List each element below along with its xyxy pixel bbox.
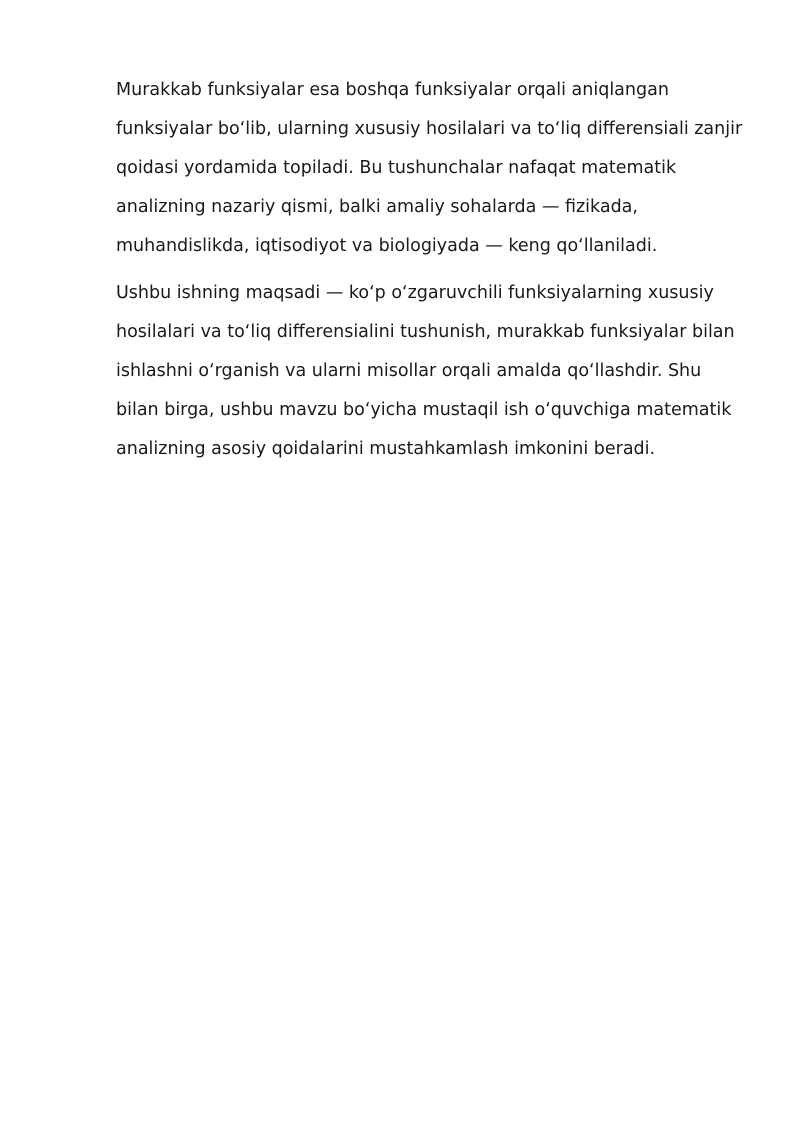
text-line: qoidasi yordamida topiladi. Bu tushunchalar nafaqat matematik — [116, 158, 677, 178]
text-line: muhandislikda, iqtisodiyot va biologiyada — keng qo‘llaniladi. — [116, 236, 658, 256]
text-line: bilan birga, ushbu mavzu bo‘yicha mustaqil ish o‘quvchiga matematik — [116, 400, 732, 420]
text-line: hosilalari va to‘liq differensialini tushunish, murakkab funksiyalar bilan — [116, 322, 735, 342]
document-body — [116, 71, 756, 477]
text-line: Murakkab funksiyalar esa boshqa funksiyalar orqali aniqlangan — [116, 80, 669, 100]
text-line: funksiyalar bo‘lib, ularning xususiy hosilalari va to‘liq differensiali zanjir — [116, 119, 743, 139]
text-line: analizning nazariy qismi, balki amaliy sohalarda — fizikada, — [116, 197, 638, 217]
text-line: analizning asosiy qoidalarini mustahkamlash imkonini beradi. — [116, 439, 656, 459]
paragraph-2 — [116, 274, 756, 469]
text-line: Ushbu ishning maqsadi — ko‘p o‘zgaruvchili funksiyalarning xususiy — [116, 283, 714, 303]
text-line: ishlashni o‘rganish va ularni misollar orqali amalda qo‘llashdir. Shu — [116, 361, 702, 381]
paragraph-1 — [116, 71, 756, 266]
